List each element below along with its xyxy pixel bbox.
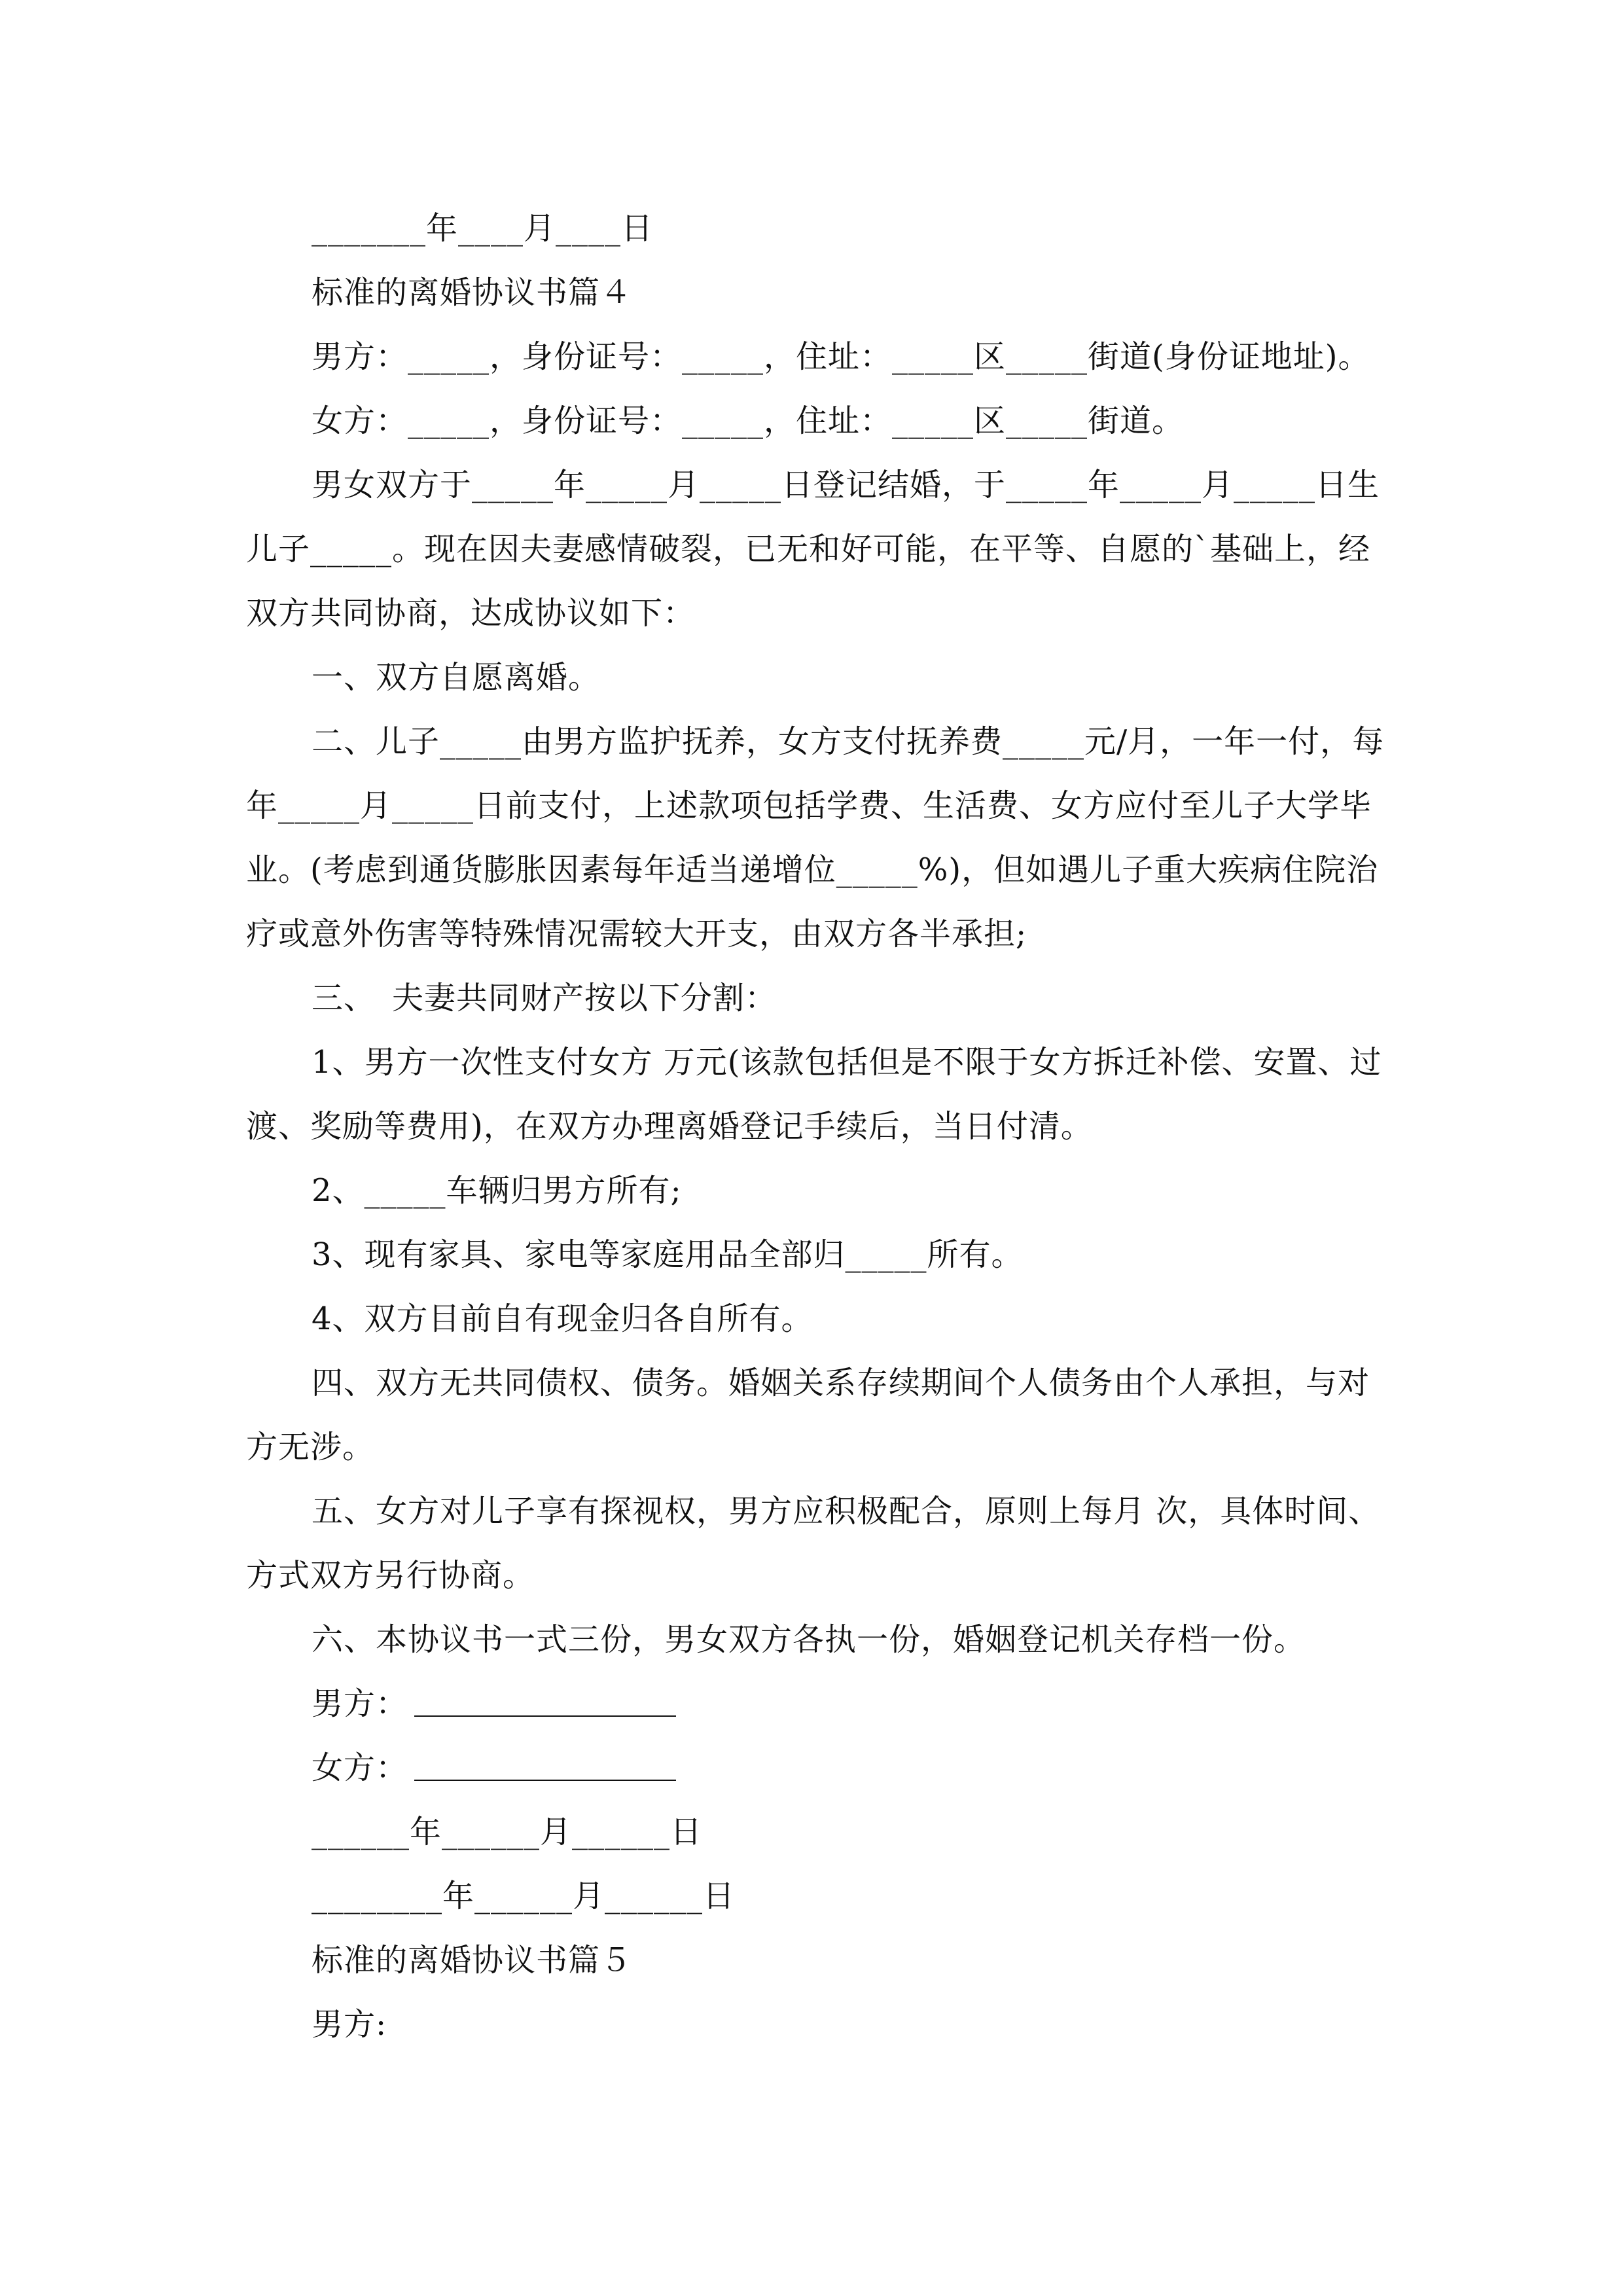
clause-2: 二、儿子_____由男方监护抚养，女方支付抚养费_____元/月，一年一付，每年_____月_____日前支付，上述款项包括学费、生活费、女方应付至儿子大学毕业。(考虑到通货膨胀因素每年适当递增位_____%)，但如遇儿子重大疾病住院治疗或意外伤害等特殊情况需较大开支，由双方各半承担; <box>246 723 1385 952</box>
clause-3-4: 4、双方目前自有现金归各自所有。 <box>312 1300 813 1337</box>
section-heading-5: 标准的离婚协议书篇５ <box>312 1942 633 1979</box>
clause-6: 六、本协议书一式三份，男女双方各执一份，婚姻登记机关存档一份。 <box>312 1621 1306 1658</box>
date-line-top: _______年____月____日 <box>312 210 654 247</box>
male-signature-line <box>414 1683 676 1717</box>
female-party-line: 女方：_____，身份证号：_____，住址：_____区_____街道。 <box>312 403 1185 439</box>
clause-1: 一、双方自愿离婚。 <box>312 659 601 696</box>
clause-3-1: 1、男方一次性支付女方 万元(该款包括但是不限于女方拆迁补偿、安置、过渡、奖励等费用)，在双方办理离婚登记手续后，当日付清。 <box>246 1044 1382 1145</box>
marriage-paragraph: 男女双方于_____年_____月_____日登记结婚，于_____年_____月_____日生儿子_____。现在因夫妻感情破裂，已无和好可能，在平等、自愿的`基础上，经双方共同协商，达成协议如下： <box>246 467 1380 632</box>
male-party-line: 男方：_____，身份证号：_____，住址：_____区_____街道(身份证地址)。 <box>312 338 1370 375</box>
clause-3-3: 3、现有家具、家电等家庭用品全部归_____所有。 <box>312 1236 1024 1273</box>
clause-5: 五、女方对儿子享有探视权，男方应积极配合，原则上每月 次，具体时间、方式双方另行协商。 <box>246 1493 1381 1594</box>
document-body <box>246 196 1398 2056</box>
clause-4: 四、双方无共同债权、债务。婚姻关系存续期间个人债务由个人承担，与对方无涉。 <box>246 1365 1370 1465</box>
female-signature-row <box>246 1736 1398 1800</box>
date-line-1: ______年______月______日 <box>312 1814 703 1850</box>
female-signature-line <box>414 1747 676 1781</box>
male-party-label-5: 男方: <box>312 2006 387 2043</box>
male-signature-label: 男方： <box>312 1685 408 1722</box>
male-signature-row <box>246 1672 1398 1736</box>
date-line-2: ________年______月______日 <box>312 1878 736 1914</box>
female-signature-label: 女方： <box>312 1749 408 1786</box>
section-heading-4: 标准的离婚协议书篇４ <box>312 274 633 311</box>
clause-3: 三、 夫妻共同财产按以下分割： <box>312 980 777 1016</box>
clause-3-2: 2、_____车辆归男方所有; <box>312 1172 682 1209</box>
